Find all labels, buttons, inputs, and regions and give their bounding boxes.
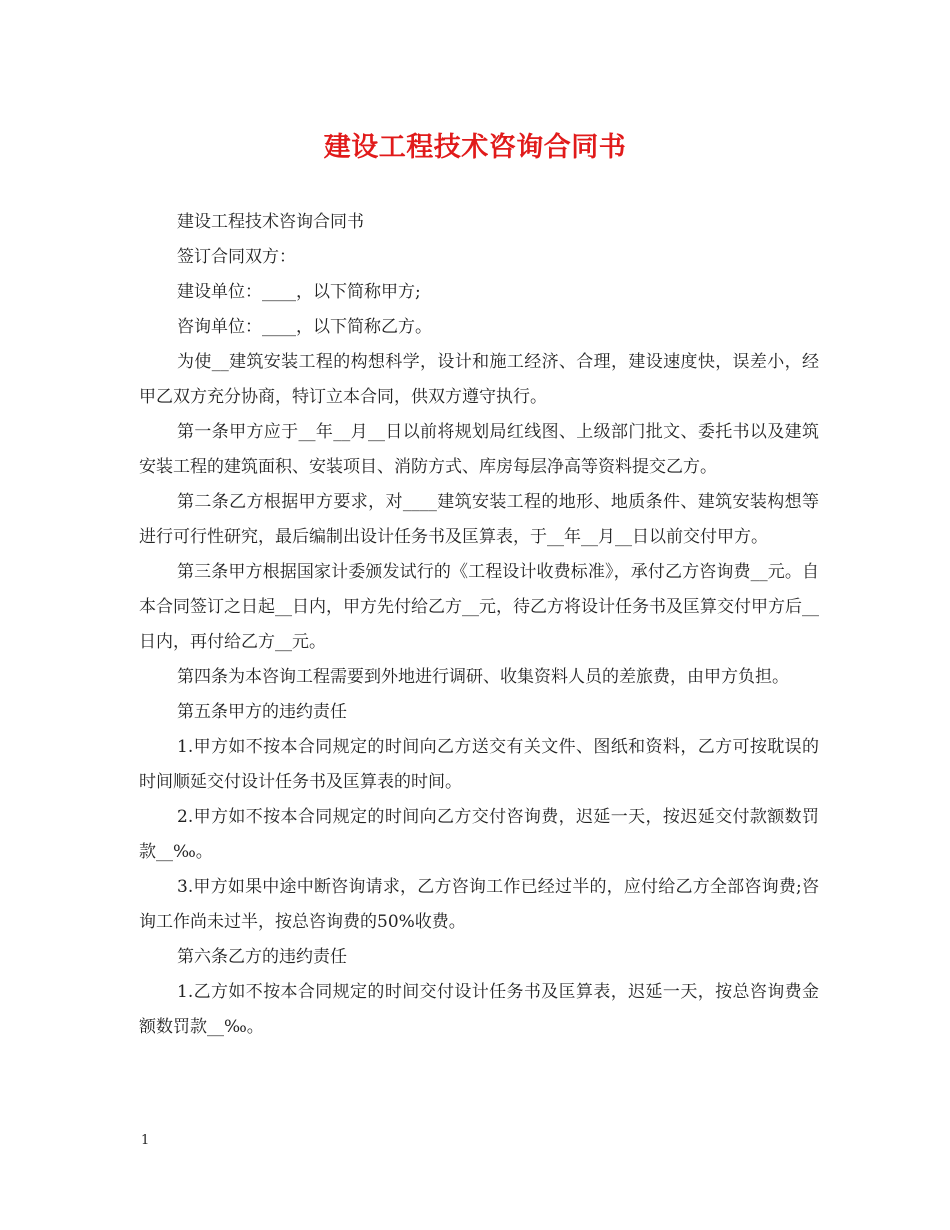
page-number: 1 [141, 1133, 150, 1148]
paragraph-party-b: 咨询单位：____，以下简称乙方。 [177, 317, 432, 337]
paragraph-article-5-item-3: 3.甲方如果中途中断咨询请求，乙方咨询工作已经过半的，应付给乙方全部咨询费;咨询工作尚未过半，按总咨询费的50%收费。 [139, 877, 819, 932]
paragraph-article-4: 第四条为本咨询工程需要到外地进行调研、收集资料人员的差旅费，由甲方负担。 [177, 667, 789, 687]
paragraph-article-1: 第一条甲方应于__年__月__日以前将规划局红线图、上级部门批文、委托书以及建筑安装工程的建筑面积、安装项目、消防方式、库房每层净高等资料提交乙方。 [139, 422, 819, 477]
paragraph-article-3: 第三条甲方根据国家计委颁发试行的《工程设计收费标准》，承付乙方咨询费__元。自本合同签订之日起__日内，甲方先付给乙方__元，待乙方将设计任务书及匡算交付甲方后__日内，再付给乙方__元。 [139, 562, 819, 652]
document-title: 建设工程技术咨询合同书 [323, 132, 627, 163]
paragraph-article-6: 第六条乙方的违约责任 [177, 947, 347, 967]
paragraph-article-6-item-1: 1.乙方如不按本合同规定的时间交付设计任务书及匡算表，迟延一天，按总咨询费金额数罚款__‰。 [139, 982, 819, 1037]
paragraph-article-5-item-1: 1.甲方如不按本合同规定的时间向乙方送交有关文件、图纸和资料，乙方可按耽误的时间顺延交付设计任务书及匡算表的时间。 [139, 737, 819, 792]
paragraph-heading: 建设工程技术咨询合同书 [177, 212, 364, 232]
document-body [139, 205, 819, 1045]
paragraph-purpose: 为使__建筑安装工程的构想科学，设计和施工经济、合理，建设速度快，误差小，经甲乙双方充分协商，特订立本合同，供双方遵守执行。 [139, 352, 819, 407]
paragraph-party-a: 建设单位：____，以下简称甲方; [177, 282, 421, 302]
paragraph-parties: 签订合同双方： [177, 247, 296, 267]
paragraph-article-2: 第二条乙方根据甲方要求，对____建筑安装工程的地形、地质条件、建筑安装构想等进行可行性研究，最后编制出设计任务书及匡算表，于__年__月__日以前交付甲方。 [139, 492, 819, 547]
paragraph-article-5: 第五条甲方的违约责任 [177, 702, 347, 722]
paragraph-article-5-item-2: 2.甲方如不按本合同规定的时间向乙方交付咨询费，迟延一天，按迟延交付款额数罚款__‰。 [139, 807, 819, 862]
